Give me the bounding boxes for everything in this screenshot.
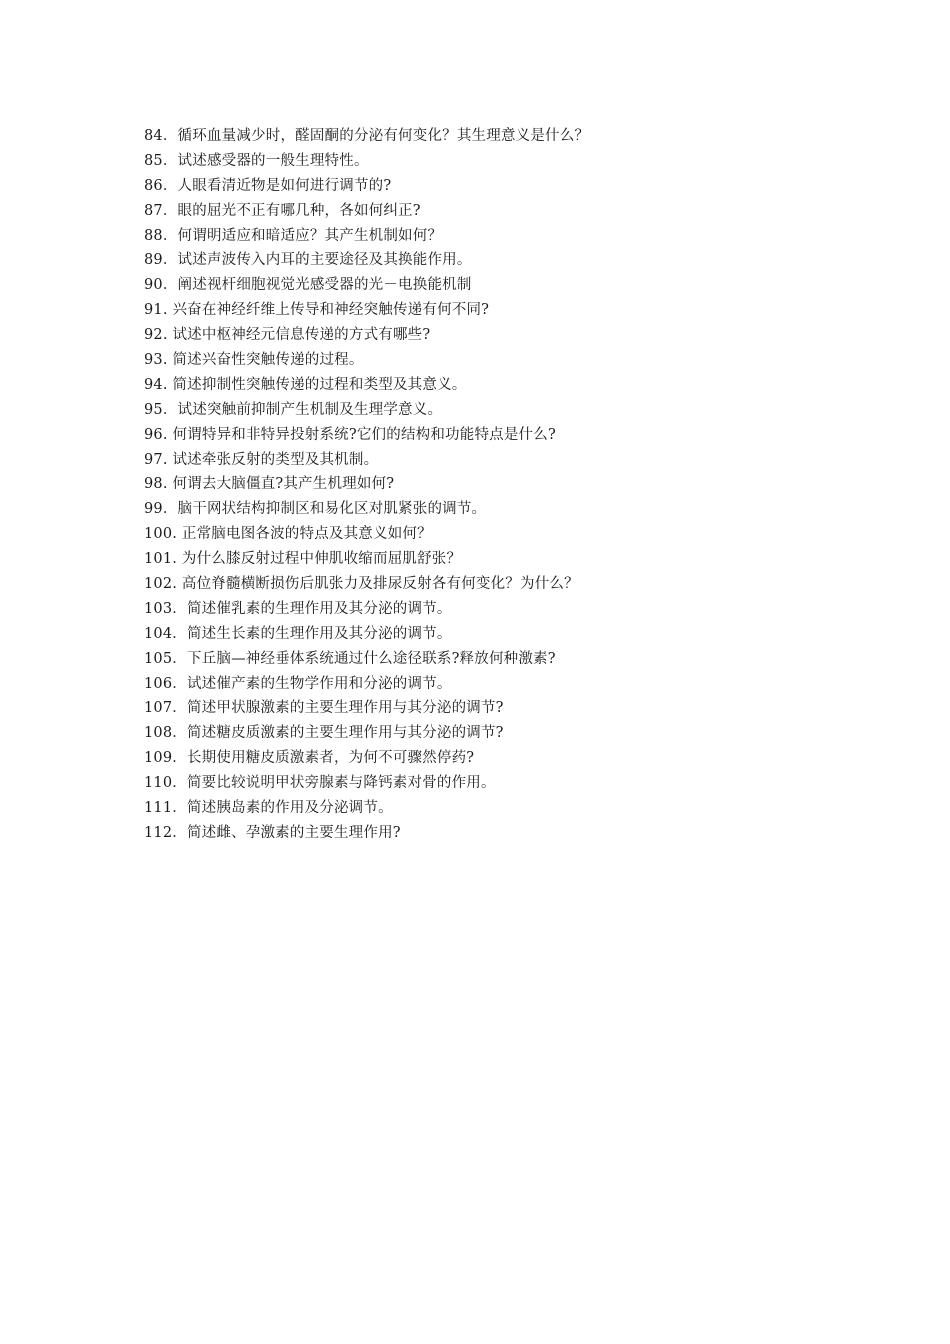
question-item: 100. 正常脑电图各波的特点及其意义如何？ <box>144 526 432 543</box>
question-item: 102. 高位脊髓横断损伤后肌张力及排尿反射各有何变化？为什么？ <box>144 576 579 593</box>
question-list <box>144 124 864 846</box>
question-item: 88．何谓明适应和暗适应？其产生机制如何？ <box>144 227 443 244</box>
question-item: 101. 为什么膝反射过程中伸肌收缩而屈肌舒张？ <box>144 551 462 568</box>
question-item: 108．简述糖皮质激素的主要生理作用与其分泌的调节? <box>144 725 504 742</box>
question-item: 85．试述感受器的一般生理特性。 <box>144 152 369 169</box>
question-item: 106．试述催产素的生物学作用和分泌的调节。 <box>144 675 452 692</box>
question-item: 110．简要比较说明甲状旁腺素与降钙素对骨的作用。 <box>144 775 496 792</box>
question-item: 98. 何谓去大脑僵直?其产生机理如何? <box>144 476 395 493</box>
question-item: 94. 简述抑制性突触传递的过程和类型及其意义。 <box>144 376 467 393</box>
question-item: 104．简述生长素的生理作用及其分泌的调节。 <box>144 625 452 642</box>
question-item: 111．简述胰岛素的作用及分泌调节。 <box>144 800 393 817</box>
question-item: 95．试述突触前抑制产生机制及生理学意义。 <box>144 401 443 418</box>
question-item: 109．长期使用糖皮质激素者，为何不可骤然停药? <box>144 750 475 767</box>
question-item: 86．人眼看清近物是如何进行调节的? <box>144 177 392 194</box>
question-item: 107．简述甲状腺激素的主要生理作用与其分泌的调节? <box>144 700 504 717</box>
question-item: 103．简述催乳素的生理作用及其分泌的调节。 <box>144 600 452 617</box>
question-item: 96. 何谓特异和非特异投射系统?它们的结构和功能特点是什么? <box>144 426 556 443</box>
question-item: 92. 试述中枢神经元信息传递的方式有哪些? <box>144 327 431 344</box>
question-item: 84．循环血量减少时，醛固酮的分泌有何变化？其生理意义是什么？ <box>144 128 590 144</box>
question-item: 97. 试述牵张反射的类型及其机制。 <box>144 451 379 468</box>
question-item: 87．眼的屈光不正有哪几种，各如何纠正? <box>144 202 421 219</box>
question-item: 89．试述声波传入内耳的主要途径及其换能作用。 <box>144 252 472 269</box>
question-item: 93. 简述兴奋性突触传递的过程。 <box>144 352 364 369</box>
question-item: 105．下丘脑—神经垂体系统通过什么途径联系?释放何种激素? <box>144 650 556 667</box>
question-item: 99．脑干网状结构抑制区和易化区对肌紧张的调节。 <box>144 501 487 518</box>
question-item: 90．阐述视杆细胞视觉光感受器的光－电换能机制 <box>144 277 472 294</box>
question-item: 112．简述雌、孕激素的主要生理作用? <box>144 824 401 841</box>
question-item: 91. 兴奋在神经纤维上传导和神经突触传递有何不同? <box>144 302 490 319</box>
